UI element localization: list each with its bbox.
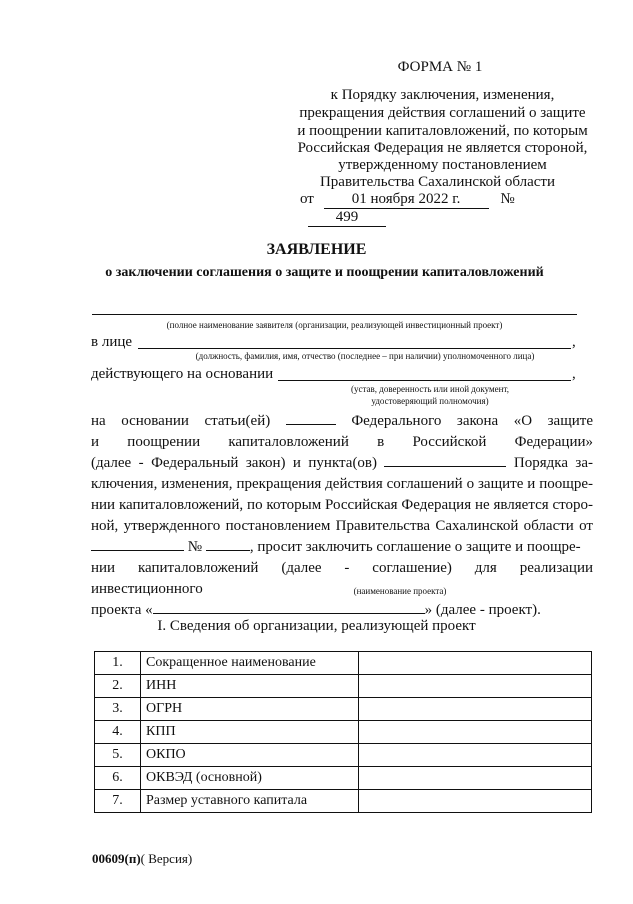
- row-number: 7.: [95, 790, 141, 813]
- project-name-blank[interactable]: [153, 600, 425, 614]
- row-field-name: Размер уставного капитала: [141, 790, 359, 813]
- table-row: [95, 698, 592, 721]
- header-line-3: и поощрении капиталовложений, по которым: [297, 123, 588, 139]
- number-blank[interactable]: [206, 537, 250, 551]
- basis-hint-2: удостоверяющий полномочия): [371, 396, 489, 406]
- basis-hint-1: (устав, доверенность или иной документ,: [351, 384, 509, 394]
- body-line-1: на основании статьи(ей) Федерального закона «О защите: [91, 413, 593, 429]
- document-title: ЗАЯВЛЕНИЕ: [266, 241, 367, 258]
- body-line-3: (далее - Федеральный закон) и пункта(ов) Порядка за-: [91, 455, 593, 471]
- order-date-row: [300, 191, 600, 225]
- date-blank[interactable]: [91, 537, 184, 551]
- row-number: 3.: [95, 698, 141, 721]
- row-field-name: ОКПО: [141, 744, 359, 767]
- order-date: 01 ноября 2022 г.: [324, 191, 489, 209]
- body-line-6: ной, утвержденного постановлением Правительства Сахалинской области от: [91, 518, 593, 534]
- body-line-5: нии капиталовложений, по которым Российская Федерация не является сторо-: [91, 497, 593, 513]
- basis-line[interactable]: [278, 380, 571, 381]
- header-line-2: прекращения действия соглашений о защите: [299, 105, 586, 121]
- body-line-4: ключения, изменения, прекращения действия соглашений о защите и поощре-: [91, 476, 593, 492]
- row-field-value[interactable]: [359, 767, 592, 790]
- comma-2: ,: [572, 366, 576, 382]
- table-row: [95, 652, 592, 675]
- body-line-7: № , просит заключить соглашение о защите и поощре-: [91, 537, 593, 558]
- row-field-name: КПП: [141, 721, 359, 744]
- footer: [92, 851, 192, 867]
- organization-info-table: [94, 651, 592, 813]
- row-field-value[interactable]: [359, 675, 592, 698]
- table-row: [95, 721, 592, 744]
- article-blank[interactable]: [286, 411, 336, 425]
- table-row: [95, 790, 592, 813]
- clause-blank[interactable]: [384, 453, 506, 467]
- applicant-name-hint: (полное наименование заявителя (организации, реализующей инвестиционный проект): [166, 320, 503, 330]
- header-line-1: к Порядку заключения, изменения,: [330, 87, 555, 103]
- body-line-8: нии капиталовложений (далее - соглашение) для реализации инвестиционного: [91, 560, 593, 597]
- row-field-value[interactable]: [359, 652, 592, 675]
- row-number: 2.: [95, 675, 141, 698]
- table-row: [95, 744, 592, 767]
- row-number: 6.: [95, 767, 141, 790]
- body-line-9: проекта « » (далее - проект).: [91, 602, 541, 618]
- project-hint: (наименование проекта): [353, 586, 447, 596]
- form-label: ФОРМА № 1: [397, 59, 483, 75]
- row-number: 4.: [95, 721, 141, 744]
- body-line-2: и поощрении капиталовложений в Российской Федерации»: [91, 434, 593, 450]
- basis-label: действующего на основании: [91, 366, 274, 382]
- row-field-value[interactable]: [359, 744, 592, 767]
- applicant-name-line[interactable]: [92, 314, 577, 315]
- number-prefix: №: [500, 191, 515, 207]
- person-line[interactable]: [138, 348, 571, 349]
- person-hint: (должность, фамилия, имя, отчество (последнее – при наличии) уполномоченного лица): [195, 351, 535, 361]
- row-field-name: Сокращенное наименование: [141, 652, 359, 675]
- table-row: [95, 767, 592, 790]
- row-field-value[interactable]: [359, 721, 592, 744]
- document-subtitle: о заключении соглашения о защите и поощрении капиталовложений: [105, 265, 544, 280]
- row-number: 5.: [95, 744, 141, 767]
- row-number: 1.: [95, 652, 141, 675]
- header-line-5: утвержденному постановлением: [338, 157, 547, 173]
- section-title: I. Сведения об организации, реализующей проект: [157, 618, 476, 634]
- row-field-name: ИНН: [141, 675, 359, 698]
- order-number: 499: [308, 209, 386, 227]
- header-line-4: Российская Федерация не является стороной,: [297, 140, 588, 156]
- in-person-label: в лице: [91, 334, 133, 350]
- row-field-name: ОГРН: [141, 698, 359, 721]
- table-row: [95, 675, 592, 698]
- footer-code: 00609(п): [92, 851, 141, 866]
- row-field-value[interactable]: [359, 698, 592, 721]
- row-field-value[interactable]: [359, 790, 592, 813]
- header-line-6: Правительства Сахалинской области: [319, 174, 556, 190]
- comma-1: ,: [572, 334, 576, 350]
- footer-version: ( Версия): [140, 851, 193, 866]
- row-field-name: ОКВЭД (основной): [141, 767, 359, 790]
- date-prefix: от: [300, 191, 314, 207]
